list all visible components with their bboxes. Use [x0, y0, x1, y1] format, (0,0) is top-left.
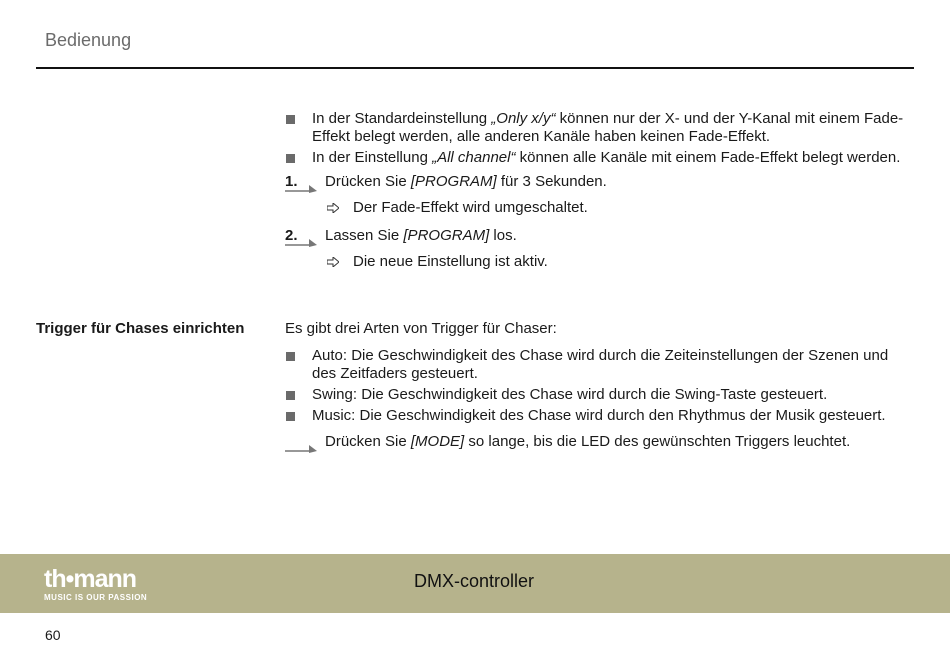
square-bullet-icon [286, 352, 295, 361]
bullet-item: Auto: Die Geschwindigkeit des Chase wird durch die Zeiteinstellungen der Szenen und des Zeitfaders gesteuert. [285, 347, 915, 383]
step-result: Der Fade-Effekt wird umgeschaltet. [285, 199, 915, 221]
header-divider [36, 67, 914, 69]
logo-tagline: MUSIC IS OUR PASSION [44, 593, 148, 602]
bullet-item: In der Einstellung „All channel“ können alle Kanäle mit einem Fade-Effekt belegt werden. [285, 149, 915, 167]
bullet-item: Swing: Die Geschwindigkeit des Chase wird durch die Swing-Taste gesteuert. [285, 386, 915, 404]
square-bullet-icon [286, 154, 295, 163]
square-bullet-icon [286, 391, 295, 400]
instruction-step-1: 1. Drücken Sie [PROGRAM] für 3 Sekunden. [285, 173, 915, 195]
footer-product-title: DMX-controller [414, 571, 535, 591]
step-arrow-icon [285, 443, 317, 453]
instruction-step: Drücken Sie [MODE] so lange, bis die LED des gewünschten Triggers leuchtet. [285, 433, 915, 455]
page-header-title: Bedienung [45, 30, 132, 50]
result-arrow-icon [327, 203, 339, 213]
step-arrow-icon [285, 237, 317, 247]
section-heading-trigger: Trigger für Chases einrichten [36, 320, 245, 337]
square-bullet-icon [286, 115, 295, 124]
step-result: Die neue Einstellung ist aktiv. [285, 253, 915, 275]
section-intro: Es gibt drei Arten von Trigger für Chaser: [285, 320, 557, 337]
section-trigger [285, 320, 915, 455]
result-arrow-icon [327, 257, 339, 267]
bullet-item: Music: Die Geschwindigkeit des Chase wird durch den Rhythmus der Musik gesteuert. [285, 407, 915, 425]
footer-band [0, 554, 950, 613]
step-number: 2. [285, 227, 298, 244]
square-bullet-icon [286, 412, 295, 421]
page-number: 60 [45, 627, 61, 643]
section-fade-settings [285, 110, 915, 275]
step-number: 1. [285, 173, 298, 190]
logo-wordmark: th•mann [44, 565, 137, 593]
thomann-logo [44, 567, 147, 603]
instruction-step-2: 2. Lassen Sie [PROGRAM] los. [285, 227, 915, 249]
bullet-item: In der Standardeinstellung „Only x/y“ können nur der X- und der Y-Kanal mit einem Fade-Effekt belegt werden, alle anderen Kanäle haben keinen Fade-Effekt. [285, 110, 915, 146]
step-arrow-icon [285, 183, 317, 193]
